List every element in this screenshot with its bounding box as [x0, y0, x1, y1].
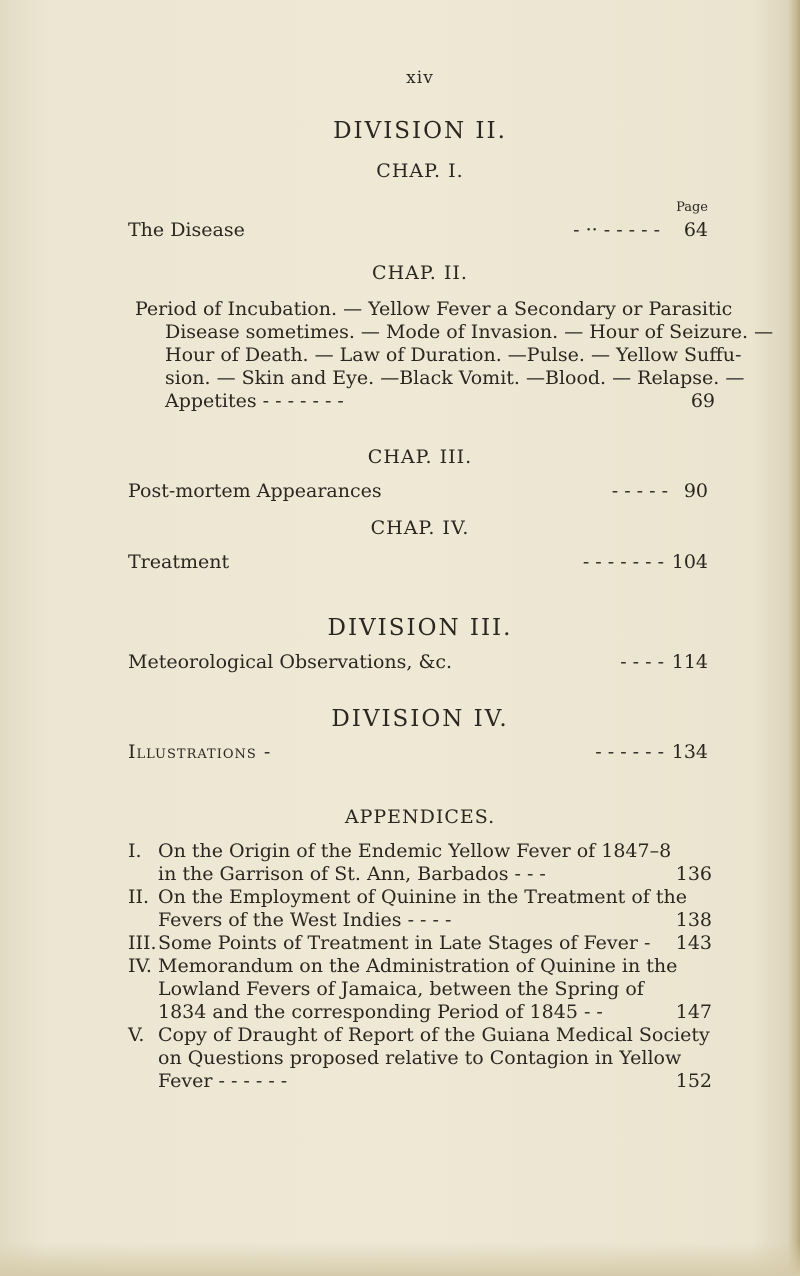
- appendix-line: in the Garrison of St. Ann, Barbados - - -: [158, 863, 546, 885]
- appendix-line: 1834 and the corresponding Period of 1845 - -: [158, 1001, 603, 1023]
- appendix-item-iii: [128, 932, 712, 955]
- toc-entry-page: 147: [675, 1001, 712, 1023]
- appendix-line-row: [128, 1070, 712, 1093]
- appendix-line-row: [128, 863, 712, 886]
- toc-entry-page: 64: [683, 219, 708, 241]
- division-iv-heading: DIVISION IV.: [331, 706, 509, 732]
- toc-entry-page: 90: [683, 480, 708, 502]
- toc-leader-dots: - - - - - -: [595, 741, 664, 763]
- appendix-item-ii: [128, 886, 712, 909]
- toc-entry-page: 152: [675, 1070, 712, 1092]
- toc-entry-title: Illustrations -: [128, 741, 272, 763]
- page-column-label: Page: [676, 200, 708, 215]
- chap-ii-line: Hour of Death. — Law of Duration. —Pulse. — Yellow Suffu-: [165, 344, 742, 366]
- toc-entry-title: Post-mortem Appearances: [128, 480, 382, 502]
- toc-leader-dots: - - - -: [620, 651, 664, 673]
- chap-ii-last-line: [135, 390, 715, 413]
- toc-leader-dots: - - - - -: [611, 480, 668, 502]
- appendix-line: On the Origin of the Endemic Yellow Fever of 1847–8: [158, 840, 672, 862]
- chap-ii-line: Disease sometimes. — Mode of Invasion. — Hour of Seizure. —: [165, 321, 774, 343]
- page-number: xiv: [406, 68, 434, 88]
- appendix-line: Copy of Draught of Report of the Guiana Medical Society: [158, 1024, 710, 1046]
- appendix-item-i: [128, 840, 712, 863]
- appendix-number: I.: [128, 840, 142, 862]
- appendix-line: Some Points of Treatment in Late Stages of Fever -: [158, 932, 651, 954]
- toc-entry-page: 69: [690, 390, 715, 412]
- appendices-heading: APPENDICES.: [344, 806, 496, 828]
- appendix-line-row: [128, 909, 712, 932]
- appendix-line: Fever - - - - - -: [158, 1070, 288, 1092]
- appendix-number: IV.: [128, 955, 152, 977]
- chap-ii-line: Period of Incubation. — Yellow Fever a Secondary or Parasitic: [135, 298, 733, 320]
- appendix-item-v: [128, 1024, 712, 1047]
- division-iii-heading: DIVISION III.: [327, 615, 513, 641]
- appendix-number: III.: [128, 932, 157, 954]
- toc-entry-title: Treatment: [128, 551, 230, 573]
- toc-entry-title: The Disease: [128, 219, 245, 241]
- appendix-number: II.: [128, 886, 150, 908]
- toc-entry-title: Meteorological Observations, &c.: [128, 651, 453, 673]
- toc-entry-page: 138: [675, 909, 712, 931]
- appendix-line-row: [128, 1001, 712, 1024]
- toc-leader-dots: - - - - - - -: [582, 551, 664, 573]
- toc-entry-page: 114: [671, 651, 708, 673]
- toc-entry-page: 136: [675, 863, 712, 885]
- appendix-line-row: [128, 978, 712, 1001]
- appendix-line: On the Employment of Quinine in the Treatment of the: [158, 886, 687, 908]
- appendix-line: Fevers of the West Indies - - - -: [158, 909, 452, 931]
- toc-entry-page: 104: [671, 551, 708, 573]
- toc-entry-page: 143: [675, 932, 712, 954]
- appendix-number: V.: [128, 1024, 145, 1046]
- chap-ii-contents: [135, 298, 774, 413]
- chap-i-heading: CHAP. I.: [376, 160, 464, 182]
- appendix-line: Memorandum on the Administration of Quinine in the: [158, 955, 678, 977]
- toc-leader-dots: - ·· - - - - -: [573, 219, 660, 241]
- appendix-item-iv: [128, 955, 712, 978]
- appendix-line: Lowland Fevers of Jamaica, between the Spring of: [158, 978, 644, 1000]
- chap-ii-line: sion. — Skin and Eye. —Black Vomit. —Blood. — Relapse. —: [165, 367, 745, 389]
- chap-ii-heading: CHAP. II.: [372, 262, 468, 284]
- division-ii-heading: DIVISION II.: [333, 118, 507, 144]
- chap-iv-heading: CHAP. IV.: [370, 517, 470, 539]
- appendix-line: on Questions proposed relative to Contagion in Yellow: [158, 1047, 682, 1069]
- appendix-line-row: [128, 1047, 712, 1070]
- appendix-list: [128, 840, 712, 1093]
- chap-iii-heading: CHAP. III.: [367, 446, 473, 468]
- page-edge-bottom: [0, 1242, 800, 1276]
- toc-entry-page: 134: [671, 741, 708, 763]
- chap-ii-line: Appetites - - - - - - -: [165, 390, 344, 412]
